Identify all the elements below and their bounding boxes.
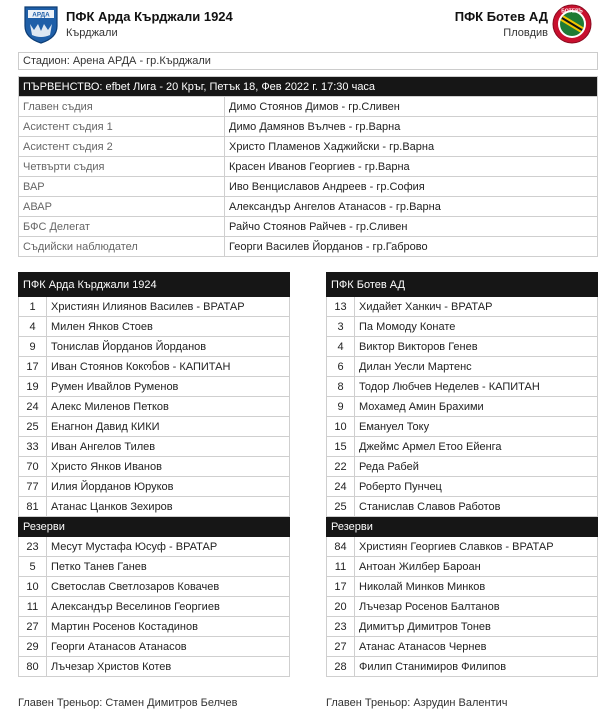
official-person: Райчо Стоянов Райчев - гр.Сливен bbox=[225, 217, 598, 237]
player-name: Филип Станимиров Филипов bbox=[355, 657, 598, 677]
official-role: Четвърти съдия bbox=[19, 157, 225, 177]
player-name: Емануел Току bbox=[355, 417, 598, 437]
player-name: Петко Танев Ганев bbox=[47, 557, 290, 577]
botev-club-logo bbox=[552, 4, 592, 44]
player-row bbox=[327, 377, 598, 397]
player-name: Атанас Цанков Зехиров bbox=[47, 497, 290, 517]
official-row bbox=[19, 157, 598, 177]
away-coach: Главен Треньор: Азрудин Валентич bbox=[326, 697, 508, 709]
player-name: Виктор Викторов Генев bbox=[355, 337, 598, 357]
player-name: Георги Атанасов Атанасов bbox=[47, 637, 290, 657]
player-row bbox=[327, 357, 598, 377]
away-team-city: Пловдив bbox=[503, 27, 548, 39]
player-number: 11 bbox=[327, 557, 355, 577]
player-number: 27 bbox=[19, 617, 47, 637]
player-number: 9 bbox=[19, 337, 47, 357]
player-name: Атанас Атанасов Чернев bbox=[355, 637, 598, 657]
player-name: Илия Йорданов Юруков bbox=[47, 477, 290, 497]
player-number: 33 bbox=[19, 437, 47, 457]
home-lineup-header bbox=[19, 273, 290, 297]
player-name: Лъчезар Росенов Балтанов bbox=[355, 597, 598, 617]
home-team-name: ПФК Арда Кърджали 1924 bbox=[66, 9, 233, 24]
player-name: Светослав Светлозаров Ковачев bbox=[47, 577, 290, 597]
player-row bbox=[19, 537, 290, 557]
player-number: 24 bbox=[327, 477, 355, 497]
reserves-label: Резерви bbox=[327, 517, 598, 537]
reserves-header bbox=[19, 517, 290, 537]
player-number: 81 bbox=[19, 497, 47, 517]
home-lineup-title: ПФК Арда Кърджали 1924 bbox=[19, 273, 290, 297]
home-coach: Главен Треньор: Стамен Димитров Белчев bbox=[18, 697, 238, 709]
player-number: 84 bbox=[327, 537, 355, 557]
player-number: 23 bbox=[19, 537, 47, 557]
championship-row bbox=[19, 77, 598, 97]
official-role: Асистент съдия 2 bbox=[19, 137, 225, 157]
player-number: 6 bbox=[327, 357, 355, 377]
player-row bbox=[327, 297, 598, 317]
player-number: 10 bbox=[19, 577, 47, 597]
official-row bbox=[19, 237, 598, 257]
player-name: Иван Ангелов Тилев bbox=[47, 437, 290, 457]
player-row bbox=[327, 417, 598, 437]
player-number: 17 bbox=[327, 577, 355, 597]
player-number: 5 bbox=[19, 557, 47, 577]
player-row bbox=[19, 397, 290, 417]
player-row bbox=[19, 497, 290, 517]
official-person: Александър Ангелов Атанасов - гр.Варна bbox=[225, 197, 598, 217]
player-name: Енагнон Давид КИКИ bbox=[47, 417, 290, 437]
player-row bbox=[327, 577, 598, 597]
player-name: Дилан Уесли Мартенс bbox=[355, 357, 598, 377]
player-name: Месут Мустафа Юсуф - ВРАТАР bbox=[47, 537, 290, 557]
match-header bbox=[0, 0, 610, 48]
player-name: Лъчезар Христов Котев bbox=[47, 657, 290, 677]
official-role: Асистент съдия 1 bbox=[19, 117, 225, 137]
official-role: Съдийски наблюдател bbox=[19, 237, 225, 257]
official-person: Димо Дамянов Вълчев - гр.Варна bbox=[225, 117, 598, 137]
official-row bbox=[19, 177, 598, 197]
player-number: 27 bbox=[327, 637, 355, 657]
player-row bbox=[19, 557, 290, 577]
official-row bbox=[19, 197, 598, 217]
player-name: Димитър Димитров Тонев bbox=[355, 617, 598, 637]
player-name: Алекс Миленов Петков bbox=[47, 397, 290, 417]
player-number: 19 bbox=[19, 377, 47, 397]
away-lineup-title: ПФК Ботев АД bbox=[327, 273, 598, 297]
player-row bbox=[327, 457, 598, 477]
player-row bbox=[19, 637, 290, 657]
official-role: БФС Делегат bbox=[19, 217, 225, 237]
home-lineup-table bbox=[18, 272, 290, 677]
player-number: 9 bbox=[327, 397, 355, 417]
official-person: Иво Венциславов Андреев - гр.София bbox=[225, 177, 598, 197]
official-row bbox=[19, 217, 598, 237]
player-row bbox=[327, 657, 598, 677]
official-row bbox=[19, 137, 598, 157]
player-name: Милен Янков Стоев bbox=[47, 317, 290, 337]
player-number: 4 bbox=[19, 317, 47, 337]
player-row bbox=[19, 477, 290, 497]
player-name: Станислав Славов Работов bbox=[355, 497, 598, 517]
player-row bbox=[19, 437, 290, 457]
official-person: Христо Пламенов Хаджийски - гр.Варна bbox=[225, 137, 598, 157]
player-number: 20 bbox=[327, 597, 355, 617]
player-number: 10 bbox=[327, 417, 355, 437]
officials-table bbox=[18, 76, 598, 257]
player-number: 77 bbox=[19, 477, 47, 497]
player-row bbox=[19, 417, 290, 437]
arda-club-logo bbox=[22, 4, 60, 44]
player-number: 29 bbox=[19, 637, 47, 657]
player-number: 17 bbox=[19, 357, 47, 377]
player-name: Иван Стоянов Кокონов - КАПИТАН bbox=[47, 357, 290, 377]
svg-text:АРДА: АРДА bbox=[32, 11, 50, 19]
player-number: 24 bbox=[19, 397, 47, 417]
official-role: ВАР bbox=[19, 177, 225, 197]
player-name: Румен Ивайлов Руменов bbox=[47, 377, 290, 397]
player-row bbox=[19, 617, 290, 637]
reserves-header bbox=[327, 517, 598, 537]
player-name: Тодор Любчев Неделев - КАПИТАН bbox=[355, 377, 598, 397]
player-name: Хидайет Ханкич - ВРАТАР bbox=[355, 297, 598, 317]
player-row bbox=[19, 577, 290, 597]
player-name: Николай Минков Минков bbox=[355, 577, 598, 597]
away-lineup-header bbox=[327, 273, 598, 297]
player-number: 4 bbox=[327, 337, 355, 357]
svg-text:БОТЕВЪ: БОТЕВЪ bbox=[561, 8, 583, 15]
player-number: 8 bbox=[327, 377, 355, 397]
player-name: Християн Георгиев Славков - ВРАТАР bbox=[355, 537, 598, 557]
player-row bbox=[19, 357, 290, 377]
player-number: 23 bbox=[327, 617, 355, 637]
player-name: Джеймс Армел Етоо Ейенга bbox=[355, 437, 598, 457]
player-row bbox=[19, 317, 290, 337]
player-name: Тонислав Йорданов Йорданов bbox=[47, 337, 290, 357]
official-role: Главен съдия bbox=[19, 97, 225, 117]
player-row bbox=[327, 437, 598, 457]
home-team-city: Кърджали bbox=[66, 27, 118, 39]
away-team-name: ПФК Ботев АД bbox=[454, 9, 548, 24]
player-name: Антоан Жилбер Бароан bbox=[355, 557, 598, 577]
player-name: Реда Рабей bbox=[355, 457, 598, 477]
player-name: Християн Илиянов Василев - ВРАТАР bbox=[47, 297, 290, 317]
away-lineup-table bbox=[326, 272, 598, 677]
official-role: АВАР bbox=[19, 197, 225, 217]
player-name: Роберто Пунчец bbox=[355, 477, 598, 497]
player-row bbox=[19, 597, 290, 617]
player-number: 28 bbox=[327, 657, 355, 677]
player-row bbox=[327, 397, 598, 417]
player-row bbox=[327, 617, 598, 637]
player-number: 1 bbox=[19, 297, 47, 317]
player-number: 25 bbox=[19, 417, 47, 437]
player-row bbox=[327, 337, 598, 357]
player-row bbox=[19, 377, 290, 397]
player-row bbox=[327, 317, 598, 337]
player-row bbox=[19, 657, 290, 677]
player-row bbox=[327, 497, 598, 517]
player-name: Па Момоду Конате bbox=[355, 317, 598, 337]
official-person: Димо Стоянов Димов - гр.Сливен bbox=[225, 97, 598, 117]
official-row bbox=[19, 117, 598, 137]
player-row bbox=[19, 337, 290, 357]
reserves-label: Резерви bbox=[19, 517, 290, 537]
player-name: Христо Янков Иванов bbox=[47, 457, 290, 477]
player-name: Александър Веселинов Георгиев bbox=[47, 597, 290, 617]
championship-info: ПЪРВЕНСТВО: efbet Лига - 20 Кръг, Петък 18, Фев 2022 г. 17:30 часа bbox=[19, 77, 598, 97]
player-row bbox=[19, 457, 290, 477]
player-number: 15 bbox=[327, 437, 355, 457]
player-number: 3 bbox=[327, 317, 355, 337]
player-row bbox=[327, 557, 598, 577]
player-number: 80 bbox=[19, 657, 47, 677]
player-number: 22 bbox=[327, 457, 355, 477]
player-number: 13 bbox=[327, 297, 355, 317]
player-name: Мохамед Амин Брахими bbox=[355, 397, 598, 417]
official-row bbox=[19, 97, 598, 117]
player-name: Мартин Росенов Костадинов bbox=[47, 617, 290, 637]
player-number: 25 bbox=[327, 497, 355, 517]
stadium-line: Стадион: Арена АРДА - гр.Кърджали bbox=[18, 52, 598, 70]
player-number: 70 bbox=[19, 457, 47, 477]
player-row bbox=[327, 637, 598, 657]
player-number: 11 bbox=[19, 597, 47, 617]
player-row bbox=[327, 597, 598, 617]
player-row bbox=[327, 537, 598, 557]
official-person: Георги Василев Йорданов - гр.Габрово bbox=[225, 237, 598, 257]
player-row bbox=[327, 477, 598, 497]
player-row bbox=[19, 297, 290, 317]
official-person: Красен Иванов Георгиев - гр.Варна bbox=[225, 157, 598, 177]
